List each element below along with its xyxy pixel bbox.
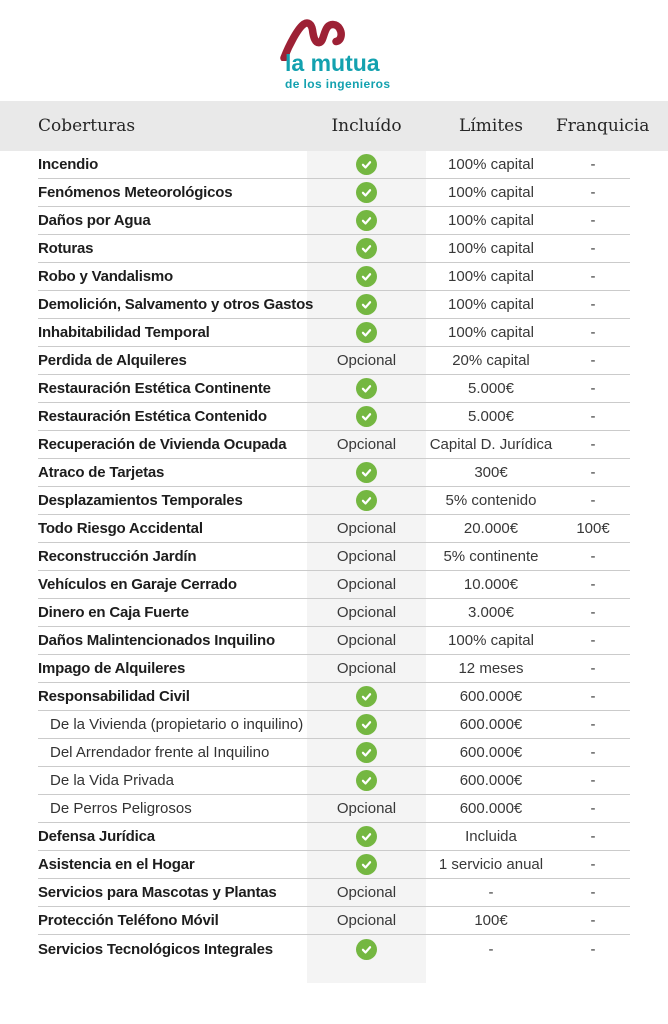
included-check-icon bbox=[356, 210, 377, 231]
deductible-value: - bbox=[590, 576, 596, 593]
table-row bbox=[38, 459, 630, 487]
deductible-value: - bbox=[590, 240, 596, 257]
table-row bbox=[38, 403, 630, 431]
coverage-name: Impago de Alquileres bbox=[38, 660, 186, 677]
limit-value: 100% capital bbox=[448, 240, 534, 257]
table-row bbox=[38, 879, 630, 907]
limit-value: 100% capital bbox=[448, 184, 534, 201]
limit-value: 600.000€ bbox=[459, 800, 523, 817]
included-opcional-label: Opcional bbox=[336, 576, 397, 593]
limit-value: 1 servicio anual bbox=[438, 856, 544, 873]
included-cell bbox=[307, 686, 426, 707]
limit-value: 5.000€ bbox=[468, 408, 514, 425]
deductible-value: - bbox=[590, 184, 596, 201]
table-row bbox=[38, 711, 630, 739]
limit-value: 600.000€ bbox=[459, 744, 523, 761]
included-check-icon bbox=[356, 378, 377, 399]
coverage-name: Del Arrendador frente al Inquilino bbox=[50, 744, 270, 761]
deductible-value: 100€ bbox=[576, 520, 610, 537]
included-opcional-label: Opcional bbox=[336, 912, 397, 929]
included-opcional-label: Opcional bbox=[336, 660, 397, 677]
table-row bbox=[38, 851, 630, 879]
included-cell bbox=[307, 714, 426, 735]
deductible-value: - bbox=[590, 464, 596, 481]
limit-value: 5% contenido bbox=[445, 492, 537, 509]
limit-value: 20% capital bbox=[452, 352, 530, 369]
included-check-icon bbox=[356, 770, 377, 791]
included-cell bbox=[307, 490, 426, 511]
table-row bbox=[38, 235, 630, 263]
table-body bbox=[38, 151, 630, 963]
table-row bbox=[38, 823, 630, 851]
limit-value: 100% capital bbox=[448, 324, 534, 341]
coverage-name: Roturas bbox=[38, 240, 94, 257]
table-row bbox=[38, 263, 630, 291]
coverage-name: Inhabitabilidad Temporal bbox=[38, 324, 210, 341]
deductible-value: - bbox=[590, 660, 596, 677]
limit-value: - bbox=[488, 940, 494, 958]
included-opcional-label: Opcional bbox=[336, 548, 397, 565]
table-row bbox=[38, 795, 630, 823]
deductible-value: - bbox=[590, 856, 596, 873]
limit-value: 10.000€ bbox=[463, 576, 519, 593]
included-check-icon bbox=[356, 939, 377, 960]
limit-value: 20.000€ bbox=[463, 520, 519, 537]
included-cell bbox=[307, 742, 426, 763]
table-row bbox=[38, 179, 630, 207]
coverage-name: Vehículos en Garaje Cerrado bbox=[38, 576, 237, 593]
brand-tagline: de los ingenieros bbox=[285, 77, 391, 91]
included-cell bbox=[307, 154, 426, 175]
limit-value: 5.000€ bbox=[468, 380, 514, 397]
deductible-value: - bbox=[590, 940, 596, 958]
table-row bbox=[38, 599, 630, 627]
limit-value: 100€ bbox=[474, 912, 508, 929]
included-cell bbox=[307, 182, 426, 203]
deductible-value: - bbox=[590, 632, 596, 649]
limit-value: 600.000€ bbox=[459, 688, 523, 705]
included-cell bbox=[307, 406, 426, 427]
limit-value: 12 meses bbox=[458, 660, 524, 677]
table-row bbox=[38, 515, 630, 543]
included-opcional-label: Opcional bbox=[336, 436, 397, 453]
deductible-value: - bbox=[590, 548, 596, 565]
coverage-table bbox=[0, 151, 668, 963]
included-cell bbox=[307, 939, 426, 960]
coverage-name: Perdida de Alquileres bbox=[38, 352, 187, 369]
table-row bbox=[38, 655, 630, 683]
deductible-value: - bbox=[590, 604, 596, 621]
coverage-name: Desplazamientos Temporales bbox=[38, 492, 243, 509]
coverage-name: Incendio bbox=[38, 156, 99, 173]
coverage-name: Dinero en Caja Fuerte bbox=[38, 604, 189, 621]
included-cell bbox=[307, 826, 426, 847]
coverage-name: Restauración Estética Contenido bbox=[38, 408, 267, 425]
included-cell bbox=[307, 210, 426, 231]
coverage-name: Reconstrucción Jardín bbox=[38, 548, 197, 565]
limit-value: Capital D. Jurídica bbox=[429, 436, 553, 453]
limit-value: 600.000€ bbox=[459, 772, 523, 789]
limit-value: 3.000€ bbox=[468, 604, 514, 621]
coverage-name: Asistencia en el Hogar bbox=[38, 856, 195, 873]
header-incluido: Incluído bbox=[331, 116, 402, 136]
table-row bbox=[38, 207, 630, 235]
deductible-value: - bbox=[590, 772, 596, 789]
included-check-icon bbox=[356, 154, 377, 175]
coverage-name: Atraco de Tarjetas bbox=[38, 464, 165, 481]
included-check-icon bbox=[356, 238, 377, 259]
table-row bbox=[38, 571, 630, 599]
deductible-value: - bbox=[590, 884, 596, 901]
deductible-value: - bbox=[590, 716, 596, 733]
coverage-name: Recuperación de Vivienda Ocupada bbox=[38, 436, 287, 453]
header-coberturas: Coberturas bbox=[38, 116, 136, 136]
coverage-name: Demolición, Salvamento y otros Gastos bbox=[38, 296, 314, 313]
deductible-value: - bbox=[590, 688, 596, 705]
included-cell bbox=[307, 462, 426, 483]
table-row bbox=[38, 627, 630, 655]
included-check-icon bbox=[356, 462, 377, 483]
included-check-icon bbox=[356, 182, 377, 203]
included-cell bbox=[307, 378, 426, 399]
limit-value: 100% capital bbox=[448, 296, 534, 313]
included-check-icon bbox=[356, 266, 377, 287]
limit-value: 300€ bbox=[474, 464, 508, 481]
included-check-icon bbox=[356, 826, 377, 847]
coverage-name: Daños por Agua bbox=[38, 212, 151, 229]
header-franquicia: Franquicia bbox=[556, 116, 650, 136]
included-opcional-label: Opcional bbox=[336, 800, 397, 817]
table-row bbox=[38, 431, 630, 459]
coverage-name: Protección Teléfono Móvil bbox=[38, 912, 219, 929]
table-row bbox=[38, 767, 630, 795]
coverage-name: De la Vivienda (propietario o inquilino) bbox=[50, 716, 304, 733]
included-cell bbox=[307, 770, 426, 791]
limit-value: 5% continente bbox=[443, 548, 539, 565]
limit-value: 600.000€ bbox=[459, 716, 523, 733]
coverage-name: Defensa Jurídica bbox=[38, 828, 155, 845]
deductible-value: - bbox=[590, 408, 596, 425]
deductible-value: - bbox=[590, 156, 596, 173]
included-check-icon bbox=[356, 742, 377, 763]
included-check-icon bbox=[356, 686, 377, 707]
table-row bbox=[38, 347, 630, 375]
included-check-icon bbox=[356, 294, 377, 315]
coverage-name: De la Vida Privada bbox=[50, 772, 174, 789]
coverage-name: Servicios Tecnológicos Integrales bbox=[38, 940, 273, 958]
limit-value: 100% capital bbox=[448, 268, 534, 285]
table-header-row bbox=[0, 101, 668, 151]
deductible-value: - bbox=[590, 324, 596, 341]
included-opcional-label: Opcional bbox=[336, 632, 397, 649]
deductible-value: - bbox=[590, 296, 596, 313]
mutua-logo bbox=[278, 0, 390, 101]
deductible-value: - bbox=[590, 912, 596, 929]
included-opcional-label: Opcional bbox=[336, 352, 397, 369]
coverage-name: Fenómenos Meteorológicos bbox=[38, 184, 233, 201]
deductible-value: - bbox=[590, 268, 596, 285]
table-row bbox=[38, 291, 630, 319]
table-row bbox=[38, 375, 630, 403]
included-cell bbox=[307, 854, 426, 875]
deductible-value: - bbox=[590, 828, 596, 845]
deductible-value: - bbox=[590, 352, 596, 369]
included-opcional-label: Opcional bbox=[336, 884, 397, 901]
coverage-name: Robo y Vandalismo bbox=[38, 268, 173, 285]
included-check-icon bbox=[356, 406, 377, 427]
coverage-name: De Perros Peligrosos bbox=[50, 800, 192, 817]
table-row bbox=[38, 907, 630, 935]
included-opcional-label: Opcional bbox=[336, 604, 397, 621]
limit-value: - bbox=[488, 884, 494, 901]
deductible-value: - bbox=[590, 436, 596, 453]
coverage-name: Servicios para Mascotas y Plantas bbox=[38, 884, 277, 901]
deductible-value: - bbox=[590, 744, 596, 761]
included-opcional-label: Opcional bbox=[336, 520, 397, 537]
limit-value: 100% capital bbox=[448, 212, 534, 229]
deductible-value: - bbox=[590, 492, 596, 509]
included-check-icon bbox=[356, 490, 377, 511]
table-row bbox=[38, 543, 630, 571]
included-cell bbox=[307, 238, 426, 259]
table-row bbox=[38, 319, 630, 347]
included-cell bbox=[307, 294, 426, 315]
included-check-icon bbox=[356, 854, 377, 875]
table-row bbox=[38, 739, 630, 767]
limit-value: 100% capital bbox=[448, 632, 534, 649]
limit-value: 100% capital bbox=[448, 156, 534, 173]
table-row bbox=[38, 487, 630, 515]
table-row bbox=[38, 683, 630, 711]
brand-name: la mutua bbox=[285, 50, 380, 76]
table-row bbox=[38, 151, 630, 179]
header-limites: Límites bbox=[459, 116, 523, 136]
coverage-name: Responsabilidad Civil bbox=[38, 688, 190, 705]
included-cell bbox=[307, 322, 426, 343]
coverage-name: Daños Malintencionados Inquilino bbox=[38, 632, 275, 649]
page-header bbox=[0, 0, 668, 101]
coverage-name: Restauración Estética Continente bbox=[38, 380, 271, 397]
included-check-icon bbox=[356, 714, 377, 735]
limit-value: Incluida bbox=[465, 828, 517, 845]
coverage-name: Todo Riesgo Accidental bbox=[38, 520, 203, 537]
deductible-value: - bbox=[590, 800, 596, 817]
included-check-icon bbox=[356, 322, 377, 343]
table-row bbox=[38, 935, 630, 963]
deductible-value: - bbox=[590, 212, 596, 229]
included-cell bbox=[307, 266, 426, 287]
deductible-value: - bbox=[590, 380, 596, 397]
